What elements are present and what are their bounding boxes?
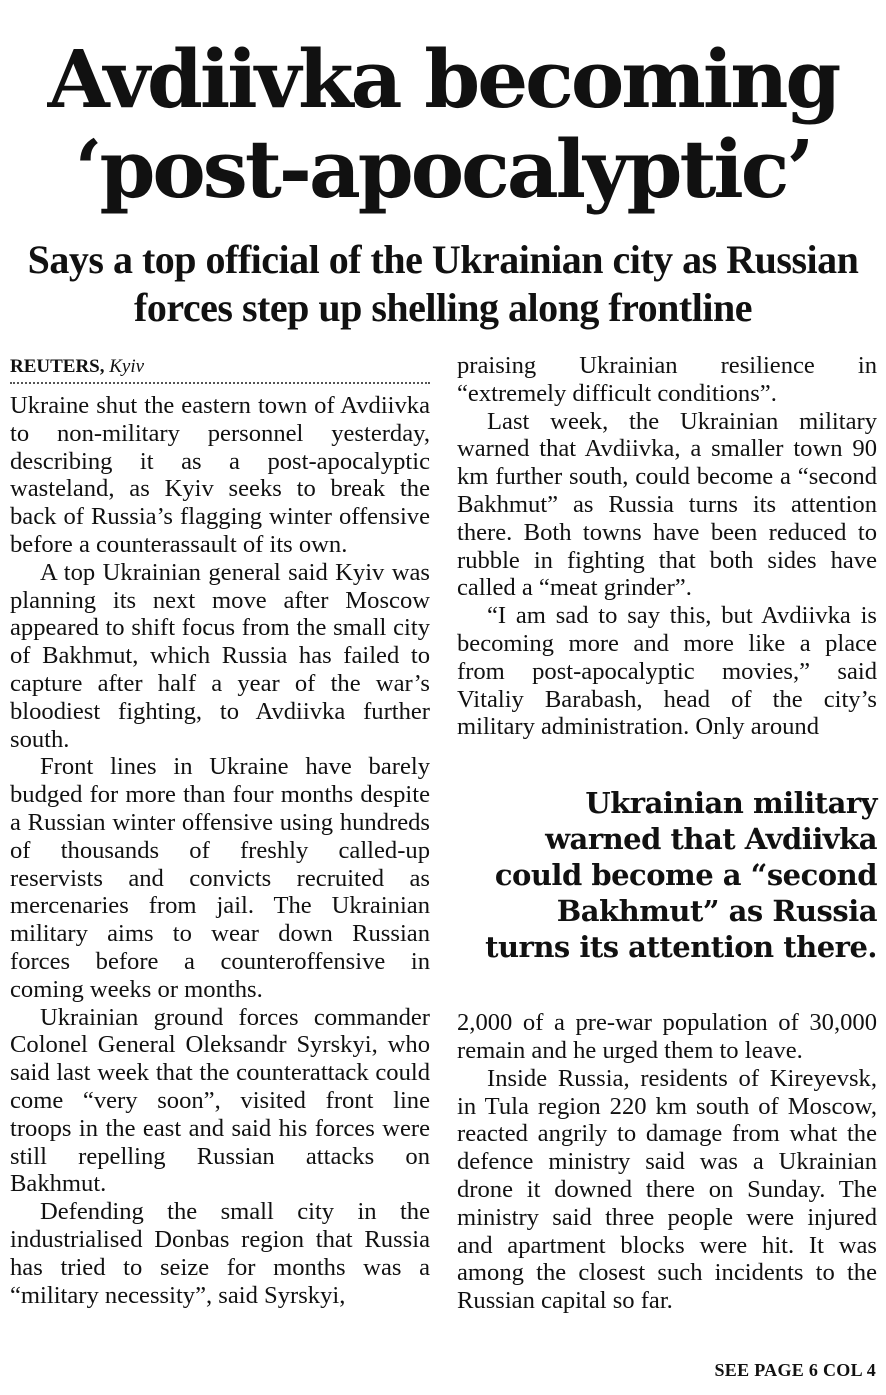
paragraph: Last week, the Ukrainian military warned that Avdiivka, a smaller town 90 km further south, could become a “second Bakhmut” as Russia turns its attention there. Both towns have been reduced to rubble in fighting that both sides have called a “meat grinder”. bbox=[457, 407, 877, 602]
paragraph: Ukrainian ground forces commander Colonel General Oleksandr Syrskyi, who said last week that the counterattack could come “very soon”, visited front line troops in the east and said his forces were still repelling Russian attacks on Bakhmut. bbox=[10, 1003, 430, 1198]
subheadline-line-2: forces step up shelling along frontline bbox=[134, 285, 752, 330]
subheadline bbox=[0, 236, 886, 332]
byline-agency: REUTERS, bbox=[10, 356, 105, 377]
headline-line-1: Avdiivka becoming bbox=[47, 32, 839, 126]
paragraph: praising Ukrainian resilience in “extremely difficult conditions”. bbox=[457, 352, 877, 407]
paragraph: Front lines in Ukraine have barely budged for more than four months despite a Russian winter offensive using hundreds of thousands of freshly called-up reservists and convicts recruited as mercenaries from jail. The Ukrainian military aims to wear down Russian forces before a counteroffensive in coming weeks or months. bbox=[10, 753, 430, 1003]
headline-line-2: ‘post-apocalyptic’ bbox=[74, 122, 812, 216]
paragraph: 2,000 of a pre-war population of 30,000 remain and he urged them to leave. bbox=[457, 1009, 877, 1064]
pull-quote-line: could become a “second bbox=[494, 858, 877, 893]
paragraph: A top Ukrainian general said Kyiv was planning its next move after Moscow appeared to shift focus from the small city of Bakhmut, which Russia has failed to capture after half a year of the war’s bloodiest fighting, to Avdiivka further south. bbox=[10, 558, 430, 753]
article-column-left bbox=[10, 352, 430, 1309]
paragraph: Inside Russia, residents of Kireyevsk, in Tula region 220 km south of Moscow, reacted angrily to damage from what the defence ministry said was a Ukrainian drone it downed there on Sunday. The ministry said three people were injured and apartment blocks were hit. It was among the closest such incidents to the Russian capital so far. bbox=[457, 1064, 877, 1315]
continuation-note: SEE PAGE 6 COL 4 bbox=[714, 1360, 876, 1380]
pull-quote-line: Bakhmut” as Russia bbox=[556, 894, 877, 929]
pull-quote-line: turns its attention there. bbox=[485, 930, 877, 965]
byline-city: Kyiv bbox=[109, 356, 145, 377]
subheadline-line-1: Says a top official of the Ukrainian city as Russian bbox=[27, 237, 859, 282]
pull-quote bbox=[457, 785, 877, 965]
pull-quote-line: Ukrainian military bbox=[585, 786, 877, 821]
paragraph: Ukraine shut the eastern town of Avdiivka to non-military personnel yesterday, describing it as a post-apocalyptic wasteland, as Kyiv seeks to break the back of Russia’s flagging winter offensive before a counterassault of its own. bbox=[10, 392, 430, 558]
byline bbox=[10, 352, 430, 384]
paragraph: Defending the small city in the industrialised Donbas region that Russia has tried to seize for months was a “military necessity”, said Syrskyi, bbox=[10, 1198, 430, 1309]
article-column-right bbox=[457, 352, 877, 1315]
paragraph: “I am sad to say this, but Avdiivka is becoming more and more like a place from post-apocalyptic movies,” said Vitaliy Barabash, head of the city’s military administration. Only around bbox=[457, 602, 877, 741]
headline bbox=[0, 34, 886, 214]
pull-quote-line: warned that Avdiivka bbox=[545, 822, 877, 857]
